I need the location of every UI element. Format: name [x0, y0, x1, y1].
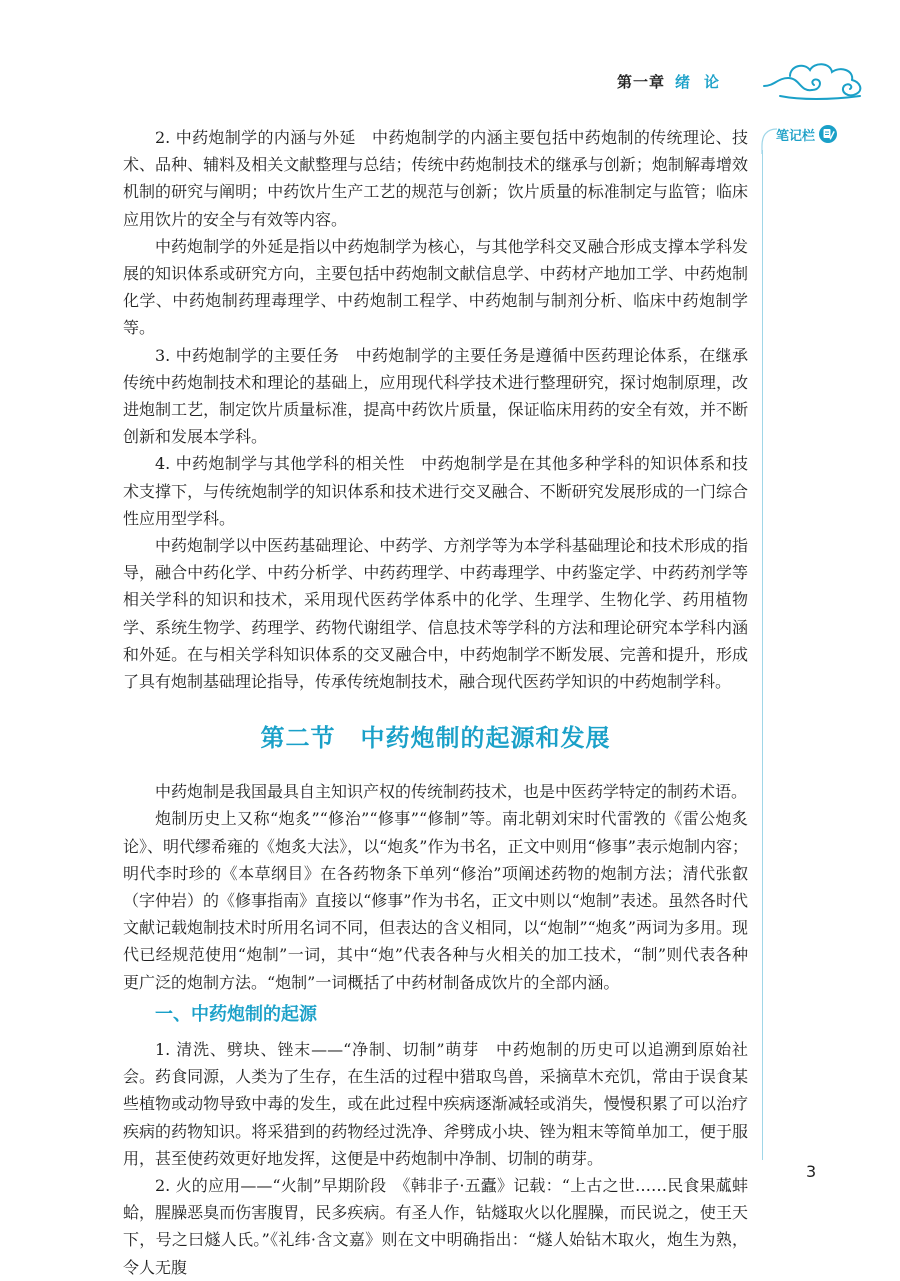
- paragraph: 2. 中药炮制学的内涵与外延 中药炮制学的内涵主要包括中药炮制的传统理论、技术、品种、辅料及相关文献整理与总结；传统中药炮制技术的继承与创新；炮制解毒增效机制的研究与阐明；中药饮片生产工艺的规范与创新；饮片质量的标准制定与监管；临床应用饮片的安全与有效等内容。: [123, 128, 748, 229]
- subsection-heading: 一、中药炮制的起源: [155, 1003, 317, 1025]
- paragraph: 1. 清洗、劈块、锉末——“净制、切制”萌芽 中药炮制的历史可以追溯到原始社会。药食同源，人类为了生存，在生活的过程中猎取鸟兽，采摘草木充饥，常由于误食某些植物或动物导致中毒的发生，或在此过程中疾病逐渐减轻或消失，慢慢积累了可以治疗疾病的药物知识。将采猎到的药物经过洗净、斧劈成小块、锉为粗末等简单加工，便于服用，甚至使药效更好地发挥，这便是中药炮制中净制、切制的萌芽。: [123, 1039, 748, 1168]
- note-pencil-icon: [818, 124, 838, 144]
- paragraph: 中药炮制学的外延是指以中药炮制学为核心，与其他学科交叉融合形成支撑本学科发展的知识体系或研究方向，主要包括中药炮制文献信息学、中药材产地加工学、中药炮制化学、中药炮制药理毒理学、中药炮制工程学、中药炮制与制剂分析、临床中药炮制学等。: [123, 236, 748, 338]
- paragraph: 中药炮制是我国最具自主知识产权的传统制药技术，也是中医药学特定的制药术语。: [155, 782, 748, 802]
- note-column-label: 笔记栏: [776, 128, 816, 144]
- chapter-label: 第一章: [617, 72, 666, 91]
- paragraph: 炮制历史上又称“炮炙”“修治”“修事”“修制”等。南北朝刘宋时代雷敩的《雷公炮炙论》、明代缪希雍的《炮炙大法》，以“炮炙”作为书名，正文中则用“修事”表示炮制内容；明代李时珍的《本草纲目》在各药物条下单列“修治”项阐述药物的炮制方法；清代张叡（字仲岩）的《修事指南》直接以“修事”作为书名，正文中则以“炮制”表述。虽然各时代文献记载炮制技术时所用名词不同，但表达的含义相同，以“炮制”“炮炙”两词为多用。现代已经规范使用“炮制”一词，其中“炮”代表各种与火相关的加工技术，“制”则代表各种更广泛的炮制方法。“炮制”一词概括了中药材制备成饮片的全部内涵。: [123, 809, 748, 992]
- paragraph: 2. 火的应用——“火制”早期阶段 《韩非子·五蠹》记载：“上古之世……民食果蓏蚌蛤，腥臊恶臭而伤害腹胃，民多疾病。有圣人作，钻燧取火以化腥臊，而民说之，使王天下，号之曰燧人氏。”《礼纬·含文嘉》则在文中明确指出：“燧人始钻木取火，炮生为熟，令人无腹: [123, 1175, 748, 1277]
- paragraph: 中药炮制学以中医药基础理论、中药学、方剂学等为本学科基础理论和技术形成的指导，融合中药化学、中药分析学、中药药理学、中药毒理学、中药鉴定学、中药药剂学等相关学科的知识和技术，采用现代医药学体系中的化学、生理学、生物化学、药用植物学、系统生物学、药理学、药物代谢组学、信息技术等学科的方法和理论研究本学科内涵和外延。在与相关学科知识体系的交叉融合中，中药炮制学不断发展、完善和提升，形成了具有炮制基础理论指导，传承传统炮制技术，融合现代医药学知识的中药炮制学科。: [123, 536, 748, 692]
- section-heading: 第二节 中药炮制的起源和发展: [260, 724, 611, 753]
- cloud-ornament-icon: [760, 56, 870, 104]
- page-body: [123, 124, 748, 1281]
- page-number: 3: [806, 1162, 817, 1181]
- running-header: [617, 68, 733, 94]
- paragraph: 4. 中药炮制学与其他学科的相关性 中药炮制学是在其他多种学科的知识体系和技术支撑下，与传统炮制学的知识体系和技术进行交叉融合、不断研究发展形成的一门综合性应用型学科。: [123, 454, 748, 528]
- note-column-header: [776, 124, 838, 144]
- chapter-title: 绪论: [675, 72, 734, 91]
- note-column-rule: [762, 150, 763, 1160]
- paragraph: 3. 中药炮制学的主要任务 中药炮制学的主要任务是遵循中医药理论体系，在继承传统中药炮制技术和理论的基础上，应用现代科学技术进行整理研究，探讨炮制原理，改进炮制工艺，制定饮片质量标准，提高中药饮片质量，保证临床用药的安全有效，并不断创新和发展本学科。: [123, 345, 748, 447]
